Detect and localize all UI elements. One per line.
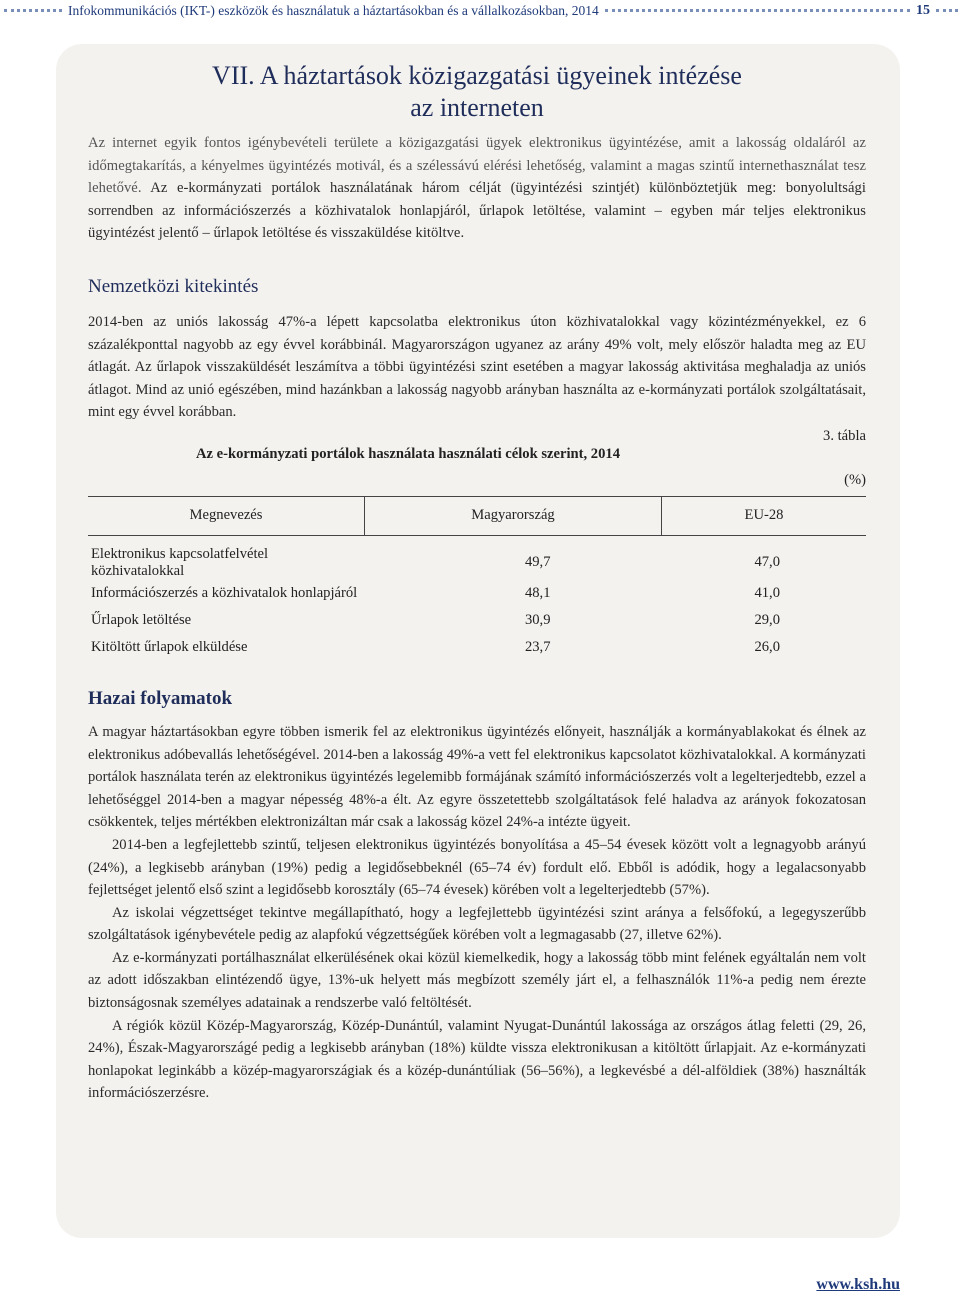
ksh-website-link[interactable]: www.ksh.hu xyxy=(816,1276,900,1293)
table-row xyxy=(88,580,866,607)
data-table xyxy=(88,496,866,661)
section-heading-domestic: Hazai folyamatok xyxy=(88,687,233,709)
page-number: 15 xyxy=(916,3,930,18)
international-paragraph: 2014-ben az uniós lakosság 47%-a lépett kapcsolatba elektronikus úton közhivatalokkal vagy közintézményekkel, ez 6 százalékponttal nagyobb az egy évvel korábbinál. Magyarországon ugyanez az arány 49% volt, mely először haladta meg az EU átlagát. Az űrlapok visszaküldését leszámítva a többi ügyintézési szint esetében a magyar lakosság aktivitása meghaladja az uniós átlagot. Mind az unió egészében, mind hazánkban a lakosság nagyobb arányban használta az e-kormányzati portálok szolgáltatásait, mint egy évvel korábban. xyxy=(88,313,866,421)
page-content xyxy=(88,56,866,1105)
value-hungary: 30,9 xyxy=(524,611,551,628)
column-header-hungary: Magyarország xyxy=(365,496,662,535)
chapter-title-line-2: az interneten xyxy=(410,93,544,122)
dotted-rule-left xyxy=(4,9,62,14)
row-label: Kitöltött űrlapok elküldése xyxy=(91,638,248,655)
column-header-name: Megnevezés xyxy=(88,496,365,535)
table-header-row xyxy=(88,496,866,535)
value-eu28: 29,0 xyxy=(754,611,780,628)
table-title: Az e-kormányzati portálok használata használati célok szerint, 2014 xyxy=(196,445,620,462)
table-unit: (%) xyxy=(844,471,866,488)
table-title-row xyxy=(88,446,866,468)
running-header xyxy=(0,0,960,22)
intro-text: Az internet egyik fontos igénybevételi területe a közigazgatási ügyek elektronikus ügyintézése, amit a lakosság oldaláról az időmegtakarítás, a kényelmes ügyintézés motivál, és a szélessávú elérési lehetőség, valamint a magas szintű internethasználat tesz lehetővé. xyxy=(88,135,866,197)
row-label: Elektronikus kapcsolatfelvétel közhivatalokkal xyxy=(91,545,269,579)
value-hungary: 23,7 xyxy=(524,638,551,655)
domestic-paragraph-5: A régiók közül Közép-Magyarország, Közép-Dunántúl, valamint Nyugat-Dunántúl lakossága az országos átlag feletti (29, 26, 24%), Észak-Magyarországé pedig a legkisebb arányban (18%) küldte vissza elektronikusan a kitöltött űrlapjait. Az e-kormányzati honlapokat leginkább a közép-magyarországiak és a közép-dunántúliak (56–56%), a legkevésbé a dél-alföldiek (38%) használták információszerzésre. xyxy=(88,1017,866,1102)
intro-text-continued: Az e-kormányzati portálok használatának három célját (ügyintézési szintjét) különböztetjük meg: bonyolultsági sorrendben az információszerzés a közhivatalok honlapjáról, űrlapok letöltése, valamint – egyben már teljes elektronikus ügyintézést jelentő – űrlapok letöltése és visszaküldése kitöltve. xyxy=(88,180,866,242)
section-heading-international: Nemzetközi kitekintés xyxy=(88,275,259,297)
column-header-eu28: EU-28 xyxy=(662,496,867,535)
value-eu28: 26,0 xyxy=(754,638,780,655)
row-label: Űrlapok letöltése xyxy=(91,611,192,628)
table-row xyxy=(88,535,866,580)
running-header-title: Infokommunikációs (IKT-) eszközök és használatuk a háztartásokban és a vállalkozásokban, 2014 xyxy=(68,3,599,18)
table-row xyxy=(88,634,866,661)
value-hungary: 48,1 xyxy=(524,584,551,601)
table-block xyxy=(88,426,866,661)
chapter-title xyxy=(88,60,866,124)
chapter-title-line-1: VII. A háztartások közigazgatási ügyeinek intézése xyxy=(212,61,742,90)
domestic-paragraph-3: Az iskolai végzettséget tekintve megállapítható, hogy a legfejlettebb ügyintézési szint aránya a felsőfokú, a legegyszerűbb szolgáltatások igénybevétele pedig az alapfokú végzettségűek körében volt a legmagasabb (27, illetve 62%). xyxy=(88,904,866,944)
dotted-rule-right xyxy=(936,9,958,14)
row-label: Információszerzés a közhivatalok honlapjáról xyxy=(91,584,358,601)
domestic-paragraph-1: A magyar háztartásokban egyre többen ismerik fel az elektronikus ügyintézés előnyeit, használják a kormányablakokat és élnek az elektronikus adóbevallás lehetőségével. 2014-ben a lakosság 49%-a vett fel elektronikus kapcsolatot közhivatalokkal. A kormányzati portálok használata terén az elektronikus ügyintézés legelemibb formájának számító információszerzés volt a legelterjedtebb, ezzel a lehetőséggel 2014-ben a magyar népesség 48%-a élt. Az egyre összetettebb szolgáltatások felé haladva az arányok fokozatosan csökkentek, teljes mértékben elektronizáltan már csak a lakosság közel 24%-a intézte ügyeit. xyxy=(88,723,866,831)
value-eu28: 41,0 xyxy=(754,584,780,601)
domestic-paragraph-4: Az e-kormányzati portálhasználat elkerülésének okai közül kiemelkedik, hogy a lakosság több mint felének egyáltalán nem volt az adott időszakban elintézendő ügye, 13%-uk helyett más megbízott személy járt el, a felhasználók 11%-a pedig nem érezte biztonságosnak személyes adatainak a rendszerbe való feltöltését. xyxy=(88,949,866,1012)
value-hungary: 49,7 xyxy=(524,554,551,571)
table-number: 3. tábla xyxy=(823,427,866,444)
table-row xyxy=(88,607,866,634)
dotted-rule-middle xyxy=(605,9,910,14)
value-eu28: 47,0 xyxy=(754,554,780,571)
intro-paragraph xyxy=(88,132,866,245)
domestic-paragraph-2: 2014-ben a legfejlettebb szintű, teljesen elektronikus ügyintézés bonyolítása a 45–54 évesek között volt a legnagyobb arányú (24%), a legkisebb arányban (19%) pedig a legidősebbeknél (65–74 év) fordult elő. Ebből is adódik, hogy a legalacsonyabb fejlettséget jelentő első szint a legidősebb korosztály (65–74 évesek) körében volt a legelterjedtebb (57%). xyxy=(88,836,866,899)
